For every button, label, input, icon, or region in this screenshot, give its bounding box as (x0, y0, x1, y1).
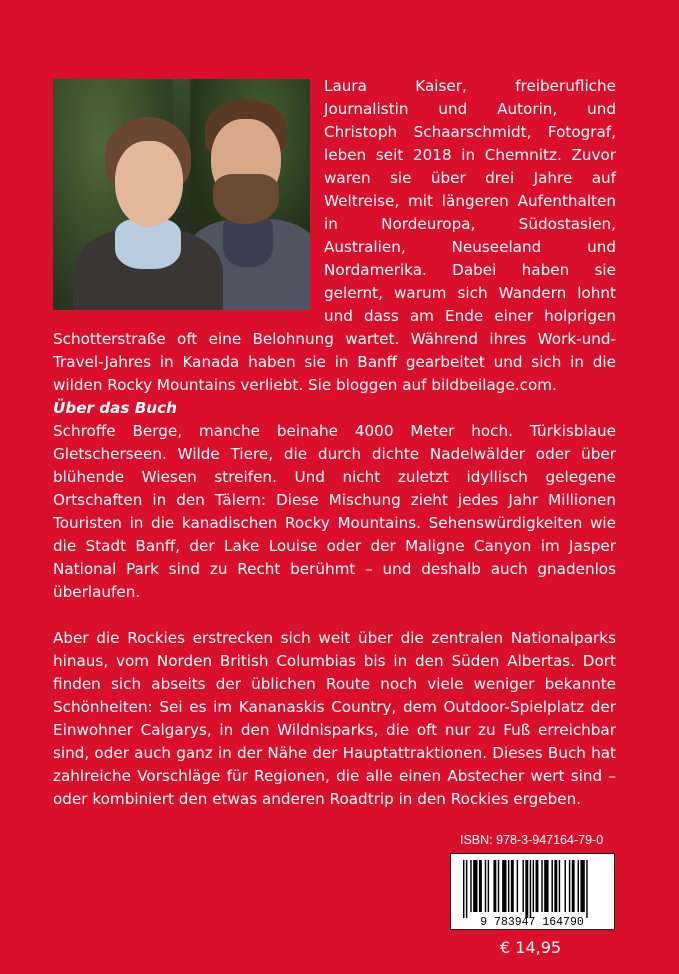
barcode-bar (463, 860, 464, 918)
barcode-bar (522, 860, 523, 912)
barcode-bar (565, 860, 566, 912)
back-cover-text (53, 75, 616, 811)
barcode-bar (517, 860, 518, 912)
barcode-bar (466, 860, 467, 918)
about-book (53, 397, 616, 811)
barcode-bar (551, 860, 552, 912)
barcode-bar (525, 860, 528, 918)
barcode-bar (544, 860, 548, 912)
about-book-paragraph-2: Aber die Rockies erstrecken sich weit über die zentralen Nationalparks hinaus, vom Norden British Columbias bis in den Süden Albertas. Dort finden sich abseits der üblichen Route noch viele weniger bekannte Schönheiten: Sei es im Kananaskis Country, dem Outdoor-Spielplatz der Einwohner Calgarys, in den Wildnisparks, die oft nur zu Fuß erreichbar sind, oder auch ganz in der Nähe der Hauptattraktionen. Dieses Buch hat zahlreiche Vorschläge für Regionen, die alle einen Abstecher wert sind – oder kombiniert den etwas anderen Roadtrip in den Rockies ergeben. (53, 629, 616, 808)
barcode-bar (498, 860, 499, 912)
barcode-bar (485, 860, 486, 912)
barcode-bar (533, 860, 534, 912)
barcode-digits: 9 783947 164790 (480, 916, 584, 929)
about-book-heading: Über das Buch (53, 399, 177, 417)
barcode-graphic (451, 854, 614, 929)
barcode-bar (530, 860, 531, 918)
barcode-bar (572, 860, 575, 912)
barcode-bar (578, 860, 579, 912)
barcode-bar (536, 860, 539, 912)
author-photo (53, 79, 310, 310)
barcode-bar (554, 860, 557, 912)
barcode-bar (511, 860, 514, 912)
barcode-bar (488, 860, 489, 912)
barcode-bar (502, 860, 506, 912)
barcode-bar (559, 860, 560, 912)
barcode-bar (473, 860, 477, 912)
barcode-bar (479, 860, 482, 912)
barcode-bar (580, 860, 584, 912)
barcode-bar (586, 860, 587, 918)
barcode (450, 853, 615, 930)
barcode-bar (470, 860, 471, 912)
barcode-bar (508, 860, 509, 912)
about-book-paragraph-1: Schroffe Berge, manche beinahe 4000 Meter hoch. Türkisblaue Gletscherseen. Wilde Tiere, die durch dichte Nadelwälder oder über blühende Wiesen streifen. Und nicht zuletzt idyllisch gelegene Ortschaften in den Tälern: Diese Mischung zieht jedes Jahr Millionen Touristen in die kanadischen Rocky Mountains. Sehenswürdigkeiten wie die Stadt Banff, der Lake Louise oder der Maligne Canyon im Jasper National Park sind zu Recht berühmt – und deshalb auch gnadenlos überlaufen. (53, 422, 616, 601)
barcode-bar (541, 860, 542, 912)
author-bio-text: Laura Kaiser, freiberufliche Journalistin und Autorin, und Christoph Schaarschmidt, Fotograf, leben seit 2018 in Chemnitz. Zuvor waren sie über drei Jahre auf Weltreise, mit längeren Aufenthalten in Nordeuropa, Südostasien, Australien, Neuseeland und Nordamerika. Dabei haben sie gelernt, warum sich Wandern lohnt und dass am Ende einer holprigen Schotterstraße oft eine Belohnung wartet. Während ihres Work-und-Travel-Jahres in Kanada haben sie in Banff gearbeitet und sich in die wilden Rocky Mountains verliebt. Sie bloggen auf bildbeilage.com. (53, 77, 616, 394)
barcode-bar (569, 860, 570, 912)
price: € 14,95 (500, 938, 562, 957)
barcode-bar (493, 860, 496, 912)
isbn-label: ISBN: 978-3-947164-79-0 (460, 833, 604, 847)
